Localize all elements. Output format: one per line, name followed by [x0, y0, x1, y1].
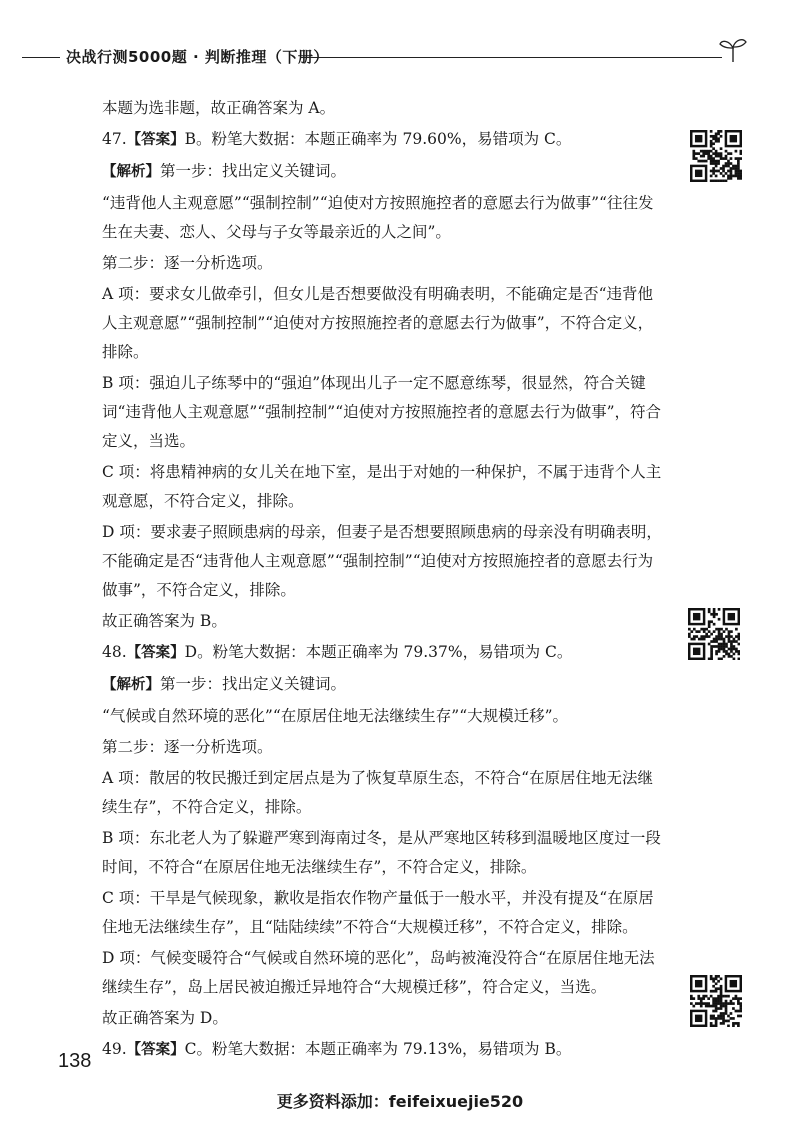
answer-text: B。粉笔大数据：本题正确率为 79.60%，易错项为 C。 [184, 130, 572, 148]
footer-note: 更多资料添加：feifeixuejie520 [276, 1092, 524, 1111]
analysis-line [102, 670, 664, 700]
qr-code-icon[interactable] [688, 608, 740, 660]
answer-line-48 [102, 638, 664, 668]
book-title: 决战行测5000题 · 判断推理（下册） [66, 48, 329, 66]
option-a-analysis: A 项：要求女儿做牵引，但女儿是否想要做没有明确表明，不能确定是否“违背他人主观意愿”“强制控制”“迫使对方按照施控者的意愿去行为做事”，不符合定义，排除。 [102, 285, 654, 361]
answer-tag: 【答案】 [126, 132, 185, 148]
option-b-analysis: B 项：强迫儿子练琴中的“强迫”体现出儿子一定不愿意练琴，很显然，符合关键词“违背他人主观意愿”“强制控制”“迫使对方按照施控者的意愿去行为做事”，符合定义，当选。 [102, 374, 662, 450]
answer-text: C。粉笔大数据：本题正确率为 79.13%，易错项为 B。 [184, 1040, 572, 1058]
question-number: 48. [102, 643, 127, 661]
paragraph: “气候或自然环境的恶化”“在原居住地无法继续生存”“大规模迁移”。 [102, 707, 569, 725]
option-b-analysis: B 项：东北老人为了躲避严寒到海南过冬，是从严寒地区转移到温暖地区度过一段时间，不符合“在原居住地无法继续生存”，不符合定义，排除。 [102, 829, 661, 876]
option-d-analysis: D 项：要求妻子照顾患病的母亲，但妻子是否想要照顾患病的母亲没有明确表明，不能确定是否“违背他人主观意愿”“强制控制”“迫使对方按照施控者的意愿去行为做事”，不符合定义，排除。 [102, 523, 662, 599]
option-c-analysis: C 项：将患精神病的女儿关在地下室，是出于对她的一种保护，不属于违背个人主观意愿，不符合定义，排除。 [102, 463, 662, 510]
answer-line-47 [102, 125, 664, 155]
option-a-analysis: A 项：散居的牧民搬迁到定居点是为了恢复草原生态，不符合“在原居住地无法继续生存”，不符合定义，排除。 [102, 769, 654, 816]
conclusion: 故正确答案为 B。 [102, 612, 227, 630]
analysis-text: 第一步：找出定义关键词。 [160, 675, 347, 693]
page-header [0, 36, 800, 66]
answer-tag: 【答案】 [126, 645, 185, 661]
qr-code-icon[interactable] [690, 130, 742, 182]
paragraph: 本题为选非题，故正确答案为 A。 [102, 99, 336, 117]
qr-code-icon[interactable] [690, 975, 742, 1027]
option-d-analysis: D 项：气候变暖符合“气候或自然环境的恶化”，岛屿被淹没符合“在原居住地无法继续生存”，岛上居民被迫搬迁异地符合“大规模迁移”，符合定义，当选。 [102, 949, 655, 996]
header-rule-left [22, 57, 60, 58]
answer-text: D。粉笔大数据：本题正确率为 79.37%，易错项为 C。 [184, 643, 573, 661]
page-number: 138 [58, 1050, 92, 1072]
answer-line-49 [102, 1035, 664, 1065]
header-rule-right [300, 57, 722, 58]
sprout-icon [718, 36, 748, 64]
answer-tag: 【答案】 [126, 1042, 185, 1058]
analysis-tag: 【解析】 [102, 677, 160, 693]
analysis-tag: 【解析】 [102, 164, 160, 180]
paragraph: 第二步：逐一分析选项。 [102, 254, 273, 272]
paragraph: “违背他人主观意愿”“强制控制”“迫使对方按照施控者的意愿去行为做事”“往往发生在夫妻、恋人、父母与子女等最亲近的人之间”。 [102, 194, 654, 241]
answer-explanations [102, 94, 664, 1067]
analysis-line [102, 157, 664, 187]
question-number: 47. [102, 130, 127, 148]
analysis-text: 第一步：找出定义关键词。 [160, 162, 347, 180]
option-c-analysis: C 项：干旱是气候现象，歉收是指农作物产量低于一般水平，并没有提及“在原居住地无法继续生存”，且“陆陆续续”不符合“大规模迁移”，不符合定义，排除。 [102, 889, 654, 936]
paragraph: 第二步：逐一分析选项。 [102, 738, 273, 756]
question-number: 49. [102, 1040, 127, 1058]
conclusion: 故正确答案为 D。 [102, 1009, 228, 1027]
